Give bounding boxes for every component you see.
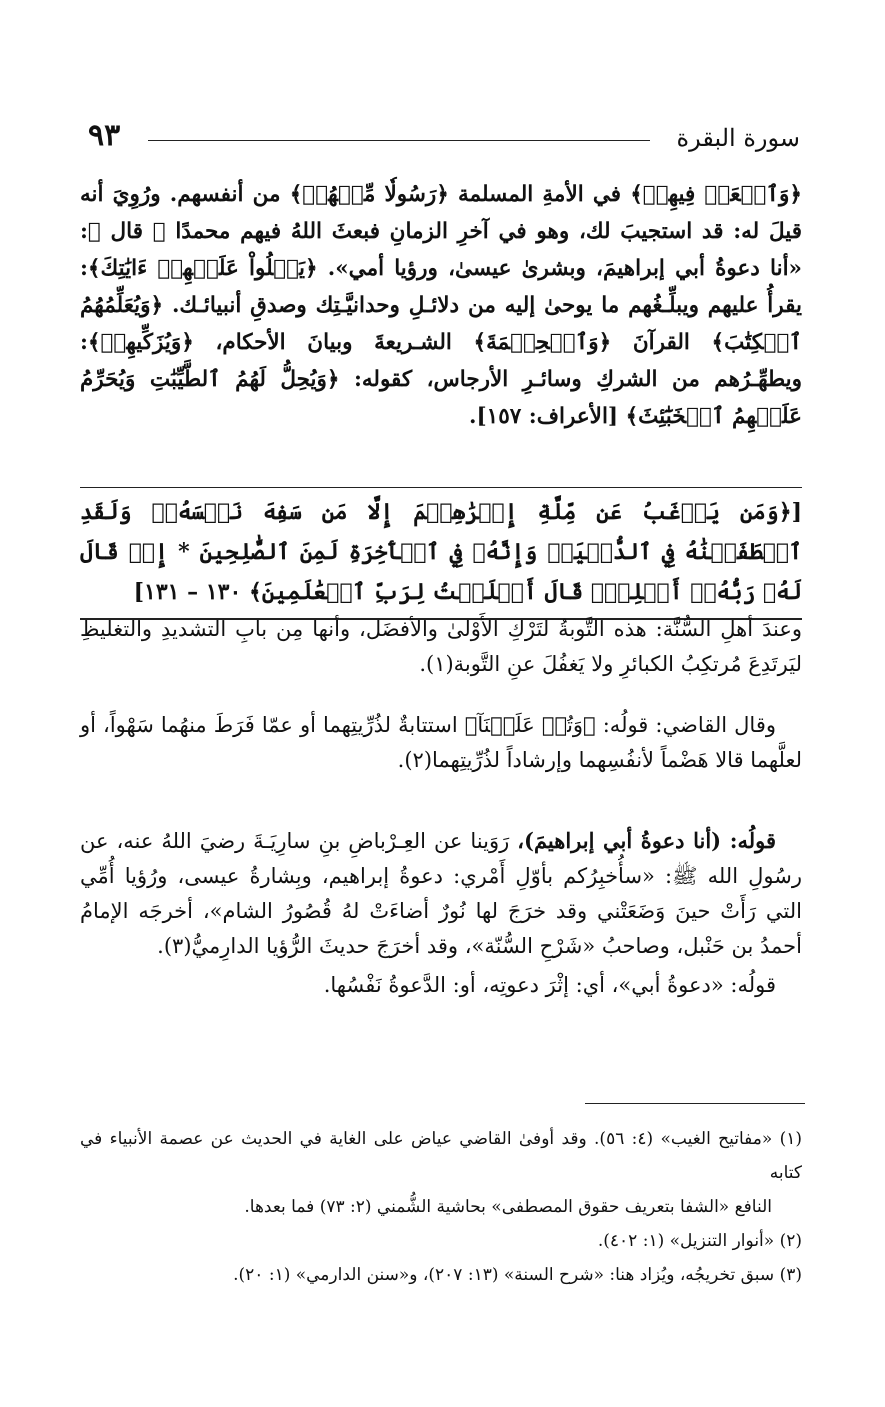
commentary-lead: قولُه: (أنا دعوةُ أبي إبراهيمَ)، — [517, 828, 777, 853]
commentary-paragraph-4: قولُه: «دعوةُ أبي»، أي: إثْرَ دعوتِه، أو: الدَّعوةُ نَفْسُها. — [323, 973, 776, 997]
tafsir-text: ﴿وَٱبۡعَثۡ فِيهِمۡ﴾ في الأمةِ المسلمة ﴿رَسُولٗا مِّنۡهُمۡ﴾ من أنفسهم. ورُوِيَ أنه قيلَ له: قد استجيبَ لك، وهو في آخرِ الزمانِ فبعثَ اللهُ فيهم محمدًا ﷺ قال ﷺ: «أنا دعوةُ أبي إبراهيمَ، وبشرىٰ عيسىٰ، ورؤيا أمي». ﴿يَتۡلُواْ عَلَيۡهِمۡ ءَايَٰتِكَ﴾: يقرأُ عليهم ويبلِّـغُهم ما يوحىٰ إليه من دلائـلِ وحدانيَّـتِك وصدقِ أنبيائـك. ﴿وَيُعَلِّمُهُمُ ٱلۡكِتَٰبَ﴾ القرآنَ ﴿وَٱلۡحِكۡمَةَ﴾ الشـريعةَ وبيانَ الأحكام، ﴿وَيُزَكِّيهِمۡ﴾: ويطهِّـرُهم من الشركِ وسائـرِ الأرجاس، كقوله: ﴿وَيُحِلُّ لَهُمُ ٱلطَّيِّبَٰتِ وَيُحَرِّمُ عَلَيۡهِمُ ٱلۡخَبَٰٓئِثَ﴾ [الأعراف: ١٥٧]. — [80, 182, 802, 429]
commentary-paragraph-1: وعندَ أهلِ السُّنَّة: هذه التَّوبةُ لتَرْكِ الأَوْلىٰ والأفضَل، وأنها مِن بابِ التشديدِ والتغليظِ ليَرتَدِعَ مُرتكِبُ الكبائرِ ولا يَغفُلَ عنِ التَّوبة(١). — [80, 617, 802, 676]
page-number: ٩٣ — [88, 118, 121, 153]
footnote-1: (١) «مفاتيح الغيب» (٤: ٥٦). وقد أوفىٰ القاضي عياض على الغاية في الحديث عن عصمة الأنبياء في كتابه — [80, 1129, 802, 1183]
surah-name: سورة البقرة — [676, 124, 800, 152]
header-rule — [148, 140, 650, 141]
verse-text: [﴿وَمَن يَرۡغَبُ عَن مِّلَّةِ إِبۡرَٰهِـۧمَ إِلَّا مَن سَفِهَ نَفۡسَهُۥۚ وَلَقَدِ ٱصۡطَفَيۡنَٰهُ فِي ٱلدُّنۡيَاۖ وَإِنَّهُۥ فِي ٱلۡأٓخِرَةِ لَمِنَ ٱلصَّٰلِحِينَ * إِذۡ قَالَ لَهُۥ رَبُّهُۥٓ أَسۡلِمۡۖ قَالَ أَسۡلَمۡتُ لِرَبِّ ٱلۡعَٰلَمِينَ﴾ ١٣٠ – ١٣١] — [80, 499, 802, 605]
commentary-block — [80, 612, 802, 997]
footnote-1-continuation: النافع «الشفا بتعريف حقوق المصطفى» بحاشية الشُّمني (٢: ٧٣) فما بعدها. — [244, 1197, 772, 1217]
verse-box — [80, 487, 802, 620]
page-header — [88, 118, 800, 158]
commentary-paragraph-3 — [80, 823, 802, 964]
footnote-3: (٣) سبق تخريجُه، ويُزاد هنا: «شرح السنة» (١٣: ٢٠٧)، و«سنن الدارمي» (١: ٢٠). — [233, 1265, 802, 1285]
commentary-body: رَوَينا عن العِـرْباضِ بنِ سارِيَـةَ رضيَ اللهُ عنه، عن رسُولِ الله ﷺ: «سأُخبِرُكم بأوّلِ أَمْري: دعوةُ إبراهيم، وبِشارةُ عيسى، ورُؤيا أُمِّي التي رَأَتْ حينَ وَضَعَتْني وقد خرَجَ لها نُورٌ أضاءَتْ لهُ قُصُورُ الشام»، أخرجَه الإمامُ أحمدُ بن حَنْبل، وصاحبُ «شَرْحِ السُّنّة»، وقد أخرَجَ حديثَ الرُّؤيا الدارِميُّ(٣). — [80, 829, 802, 958]
footnote-rule — [585, 1103, 805, 1104]
footnote-2: (٢) «أنوار التنزيل» (١: ٤٠٢). — [597, 1231, 802, 1251]
footnotes-block — [80, 1122, 802, 1292]
commentary-paragraph-2: وقال القاضي: قولُه: ﴿وَتُبۡ عَلَيۡنَآ﴾ استتابةٌ لذُرِّيتِهما أو عمّا فَرَطَ منهُما سَهْواً، أو لعلَّهما قالا هَضْماً لأنفُسِهما وإرشاداً لذُرِّيتِهما(٢). — [80, 713, 802, 772]
tafsir-block — [80, 176, 802, 435]
